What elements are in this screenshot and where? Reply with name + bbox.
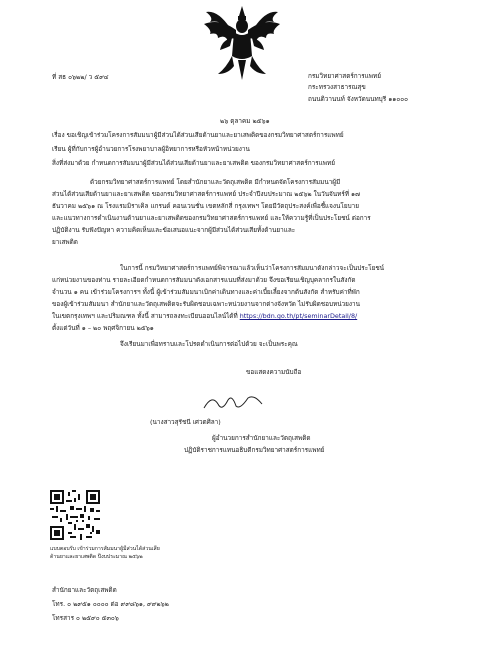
- garuda-emblem-icon: [200, 4, 284, 84]
- para1-line: ด้วยกรมวิทยาศาสตร์การแพทย์ โดยสำนักยาและวัตถุเสพติด มีกำหนดจัดโครงการสัมมนาผู้มี: [90, 178, 341, 186]
- para1-line: ธันวาคม ๒๕๖๑ ณ โรงแรมมิราเคิล แกรนด์ คอนเวนชั่น เขตหลักสี่ กรุงเทพฯ โดยมีวัตถุประสงค์เพื่อชี้แจงนโยบาย: [52, 202, 359, 210]
- org-line-3: ถนนติวานนท์ จังหวัดนนทบุรี ๑๑๐๐๐: [308, 95, 409, 103]
- para2-text: ในเขตกรุงเทพฯ และปริมณฑล ทั้งนี้ สามารถลงทะเบียนออนไลน์ได้ที่: [52, 312, 240, 320]
- qr-caption-1: แบบตอบรับ เข้าร่วมการสัมมนาผู้มีส่วนได้ส่วนเสีย: [50, 546, 160, 552]
- attachment-line: สิ่งที่ส่งมาด้วย กำหนดการสัมมนาผู้มีส่วนได้ส่วนเสียด้านยาและยาเสพติด ของกรมวิทยาศาสตร์การแพทย์: [52, 159, 335, 167]
- footer-phone: โทร. ๐ ๒๙๕๑ ๐๐๐๐ ต่อ ๙๙๘๖๑, ๙๙๒๖๒: [52, 600, 169, 608]
- recipient-line: เรียน ผู้ที่กับการผู้อำนวยการโรงพยาบาลผู้อิทยาการหรือหัวหน้าหน่วยงาน: [52, 145, 250, 153]
- subject-line: เรื่อง ขอเชิญเข้าร่วมโครงการสัมมนาผู้มีส่วนได้ส่วนเสียด้านยาและยาเสพติดของกรมวิทยาศาสตร์การแพทย์: [52, 131, 344, 139]
- para1-line: ปฏิบัติงาน รับฟังปัญหา ความคิดเห็นและข้อเสนอแนะจากผู้มีส่วนได้ส่วนเสียทั้งด้านยาและ: [52, 226, 296, 234]
- closing-phrase: ขอแสดงความนับถือ: [246, 368, 302, 376]
- para2-line: จำนวน ๑ คน เข้าร่วมโครงการฯ ทั้งนี้ ผู้เข้าร่วมสัมมนาเบิกค่าเดินทางและค่าเบี้ยเลี้ยงจากต้นสังกัด สำหรับค่าที่พัก: [52, 288, 360, 296]
- qr-caption-2: ด้านยาและยาเสพติด ปีงบประมาณ ๒๕๖๒: [50, 554, 143, 560]
- para1-line: ยาเสพติด: [52, 238, 78, 246]
- qr-code-icon[interactable]: [50, 490, 100, 540]
- document-number: ที่ สธ ๐๖๒๒/ ว ๕๙๔: [52, 73, 109, 81]
- registration-link[interactable]: https://bdn.go.th/pt/seminarDetail/8/: [239, 312, 358, 320]
- footer-department: สำนักยาและวัตถุเสพติด: [52, 586, 117, 594]
- signatory-name: (นางสาวสุรัชนี เศวตศิลา): [150, 418, 221, 426]
- handwritten-signature-icon: [200, 392, 270, 414]
- signatory-title-2: ปฏิบัติราชการแทนอธิบดีกรมวิทยาศาสตร์การแพทย์: [184, 446, 325, 454]
- org-line-1: กรมวิทยาศาสตร์การแพทย์: [308, 72, 381, 80]
- footer-fax: โทรสาร ๐ ๒๕๙๐ ๕๓๐๖: [52, 614, 119, 622]
- para1-line: ส่วนได้ส่วนเสียด้านยาและยาเสพติด ของกรมวิทยาศาสตร์การแพทย์ ประจำปีงบประมาณ ๒๕๖๒ ในวันจันทร์ที่ ๑๗: [52, 190, 360, 198]
- para2-line: ของผู้เข้าร่วมสัมมนา สำนักยาและวัตถุเสพติดจะรับผิดชอบเฉพาะหน่วยงานจากต่างจังหวัด ไม่รับผิดชอบหน่วยงาน: [52, 300, 360, 308]
- org-line-2: กระทรวงสาธารณสุข: [308, 83, 366, 91]
- para2-line: ในการนี้ กรมวิทยาศาสตร์การแพทย์พิจารณาแล้วเห็นว่าโครงการสัมมนาดังกล่าวจะเป็นประโยชน์: [120, 264, 385, 272]
- closing-request: จึงเรียนมาเพื่อทราบและโปรดดำเนินการต่อไปด้วย จะเป็นพระคุณ: [120, 340, 298, 348]
- para2-line: [52, 312, 357, 320]
- signatory-title-1: ผู้อำนวยการสำนักยาและวัตถุเสพติด: [212, 434, 311, 442]
- para1-line: และแนวทางการดำเนินงานด้านยาและยาเสพติดของกรมวิทยาศาสตร์การแพทย์ และให้ความรู้ที่เป็นประโยชน์ ต่อการ: [52, 214, 371, 222]
- letter-date: ๒๖ ตุลาคม ๒๕๖๑: [220, 117, 270, 125]
- para2-line: ตั้งแต่วันที่ ๑ – ๒๐ พฤศจิกายน ๒๕๖๑: [52, 324, 154, 332]
- para2-line: แก่หน่วยงานของท่าน รายละเอียดกำหนดการสัมมนาดังเอกสารแนบที่ส่งมาด้วย จึงขอเรียนเชิญบุคลากรในสังกัด: [52, 276, 356, 284]
